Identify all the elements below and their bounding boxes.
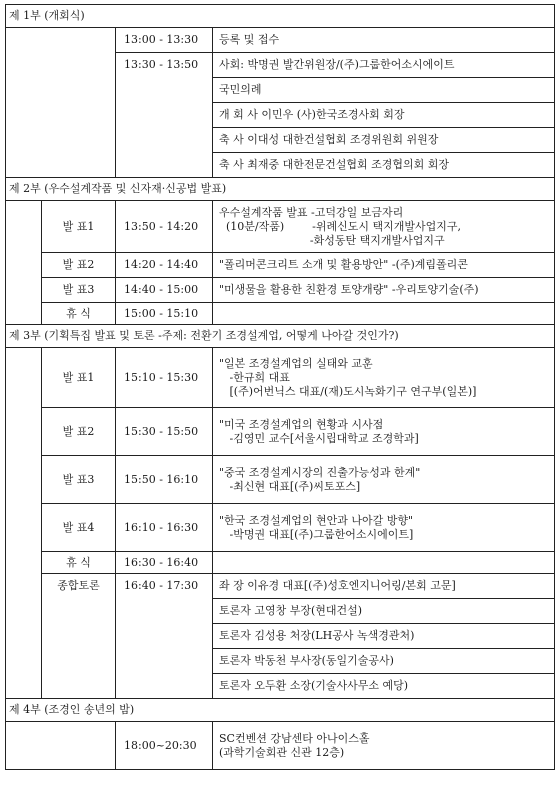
label-cell: 발 표3 (42, 456, 116, 504)
part4-header-row (6, 699, 555, 722)
content-cell: 우수설계작품 발표 -고덕강일 보금자리 (10분/작품) -위례신도시 택지개발사업지구, -화성동탄 택지개발사업지구 (213, 201, 555, 253)
label-cell: 발 표4 (42, 504, 116, 552)
content-cell: 토론자 고영창 부장(현대건설) (213, 599, 555, 624)
time-cell: 14:20 - 14:40 (116, 253, 213, 278)
content-cell: 사회: 박명권 발간위원장/(주)그룹한어소시에이트 (213, 53, 555, 78)
part2-header: 제 2부 (우수설계작품 및 신자재·신공법 발표) (6, 178, 555, 201)
label-cell: 휴 식 (42, 552, 116, 574)
schedule-row (6, 348, 555, 408)
label-cell: 발 표1 (42, 348, 116, 408)
content-cell: "미생물을 활용한 친환경 토양개량" -우리토양기술(주) (213, 278, 555, 303)
time-cell: 15:00 - 15:10 (116, 303, 213, 325)
content-cell (213, 552, 555, 574)
time-cell: 18:00~20:30 (116, 722, 213, 770)
schedule-row (6, 28, 555, 53)
content-cell: 축 사 이대성 대한건설협회 조경위원회 위원장 (213, 128, 555, 153)
content-cell: 좌 장 이유경 대표[(주)성호엔지니어링/본회 고문] (213, 574, 555, 599)
label-cell: 발 표2 (42, 408, 116, 456)
time-cell: 14:40 - 15:00 (116, 278, 213, 303)
content-cell: 토론자 김성용 처장(LH공사 녹색경관처) (213, 624, 555, 649)
time-cell: 15:50 - 16:10 (116, 456, 213, 504)
schedule-row (6, 278, 555, 303)
content-cell: 등록 및 접수 (213, 28, 555, 53)
label-cell: 휴 식 (42, 303, 116, 325)
part3-header-row (6, 325, 555, 348)
content-cell: "폴리머콘크리트 소개 및 활용방안" -(주)계림폴리콘 (213, 253, 555, 278)
schedule-row (6, 722, 555, 770)
content-cell: "일본 조경설계업의 실태와 교훈 -한규희 대표 [(주)어번닉스 대표/(재)도시녹화기구 연구부(일본)] (213, 348, 555, 408)
time-cell: 15:10 - 15:30 (116, 348, 213, 408)
empty-cell (6, 348, 42, 699)
content-cell: 국민의례 (213, 78, 555, 103)
schedule-row (6, 408, 555, 456)
schedule-row (6, 574, 555, 599)
content-cell: "중국 조경설계시장의 진출가능성과 한계" -최신현 대표[(주)씨토포스] (213, 456, 555, 504)
content-cell: SC컨벤션 강남센타 아나이스홀 (과학기술회관 신관 12층) (213, 722, 555, 770)
content-cell: 축 사 최재중 대한전문건설협회 조경협의회 회장 (213, 153, 555, 178)
part2-header-row (6, 178, 555, 201)
time-cell: 13:50 - 14:20 (116, 201, 213, 253)
empty-cell (6, 28, 116, 178)
time-cell: 13:30 - 13:50 (116, 53, 213, 178)
schedule-row (6, 303, 555, 325)
content-cell: 토론자 박동천 부사장(동일기술공사) (213, 649, 555, 674)
part1-header: 제 1부 (개회식) (6, 5, 555, 28)
content-cell: "미국 조경설계업의 현황과 시사점 -김영민 교수[서울시립대학교 조경학과] (213, 408, 555, 456)
part1-header-row (6, 5, 555, 28)
empty-cell (6, 201, 42, 325)
schedule-table (5, 4, 555, 770)
label-cell: 종합토론 (42, 574, 116, 699)
time-cell: 16:10 - 16:30 (116, 504, 213, 552)
schedule-row (6, 201, 555, 253)
schedule-row (6, 504, 555, 552)
label-cell: 발 표3 (42, 278, 116, 303)
schedule-row (6, 253, 555, 278)
time-cell: 16:40 - 17:30 (116, 574, 213, 699)
content-cell: 토론자 오두환 소장(기술사사무소 예당) (213, 674, 555, 699)
time-cell: 13:00 - 13:30 (116, 28, 213, 53)
label-cell: 발 표2 (42, 253, 116, 278)
content-cell (213, 303, 555, 325)
time-cell: 15:30 - 15:50 (116, 408, 213, 456)
part4-header: 제 4부 (조경인 송년의 밤) (6, 699, 555, 722)
content-cell: "한국 조경설계업의 현안과 나아갈 방향" -박명권 대표[(주)그룹한어소시에이트] (213, 504, 555, 552)
schedule-row (6, 552, 555, 574)
schedule-row (6, 456, 555, 504)
part3-header: 제 3부 (기획특집 발표 및 토론 -주제: 전환기 조경설계업, 어떻게 나아갈 것인가?) (6, 325, 555, 348)
time-cell: 16:30 - 16:40 (116, 552, 213, 574)
label-cell: 발 표1 (42, 201, 116, 253)
content-cell: 개 회 사 이민우 (사)한국조경사회 회장 (213, 103, 555, 128)
empty-cell (6, 722, 116, 770)
